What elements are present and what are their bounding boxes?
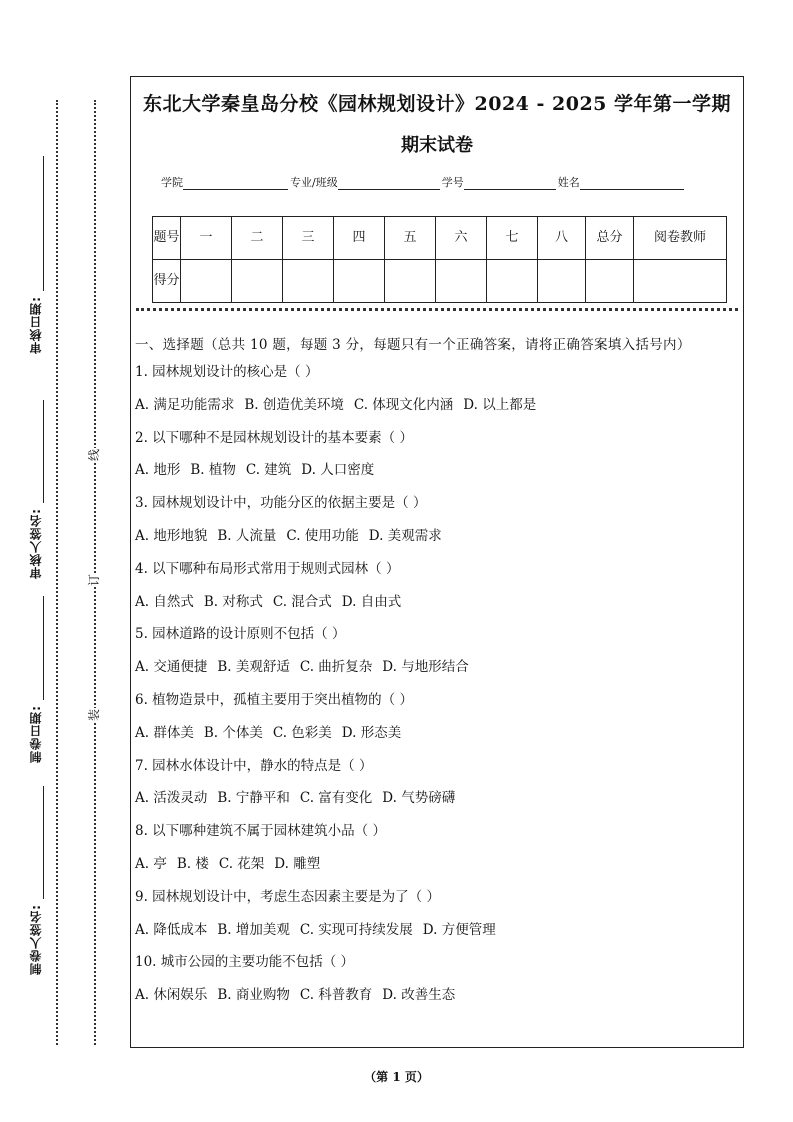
binding-mark-install: 装 [86,708,101,722]
option-c: C. 混合式 [272,593,332,610]
reviewer-sign-line [43,400,44,503]
question-stem: 1. 园林规划设计的核心是（ ） [135,364,319,380]
option-d: D. 气势磅礴 [382,790,456,807]
dotted-separator [136,308,738,311]
reviewer-date-label: 审核日期: [29,296,43,354]
score-cell-6[interactable] [436,260,487,303]
question-options [135,914,739,947]
option-a: A. 地形地貌 [135,527,208,544]
option-d: D. 自由式 [341,593,402,610]
score-cell-4[interactable] [334,260,385,303]
option-a: A. 满足功能需求 [135,396,235,413]
maker-sign-line [43,786,44,899]
score-cell-total[interactable] [586,260,634,303]
score-col-6: 六 [436,217,487,260]
score-col-7: 七 [487,217,538,260]
college-label: 学院 [161,176,183,189]
option-d: D. 方便管理 [422,921,496,938]
exam-title: 东北大学秦皇岛分校《园林规划设计》2024 - 2025 学年第一学期 [143,93,731,115]
option-b: B. 增加美观 [217,921,290,938]
option-c: C. 科普教育 [299,987,373,1004]
binding-dotted-line-outer [56,100,58,1045]
exam-subtitle: 期末试卷 [401,135,473,156]
section-heading: 一、选择题（总共 10 题，每题 3 分，每题只有一个正确答案，请将正确答案填入括号内） [135,337,691,353]
name-label: 姓名 [557,176,580,189]
option-b: B. 楼 [176,855,209,872]
score-col-8: 八 [538,217,586,260]
question-stem: 2. 以下哪种不是园林规划设计的基本要素（ ） [135,429,413,446]
question-stem: 4. 以下哪种布局形式常用于规则式园林（ ） [135,560,400,577]
option-b: B. 植物 [190,462,236,479]
score-header-label: 题号 [153,217,181,260]
question-options [135,520,739,553]
question-options [135,979,739,1012]
option-b: B. 宁静平和 [217,790,290,807]
major-label: 专业/班级 [290,176,338,189]
score-table-score-row [153,260,727,303]
option-a: A. 活泼灵动 [135,790,208,807]
question-stem: 10. 城市公园的主要功能不包括（ ） [135,954,355,971]
question-stem: 9. 园林规划设计中，考虑生态因素主要是为了（ ） [135,888,440,905]
score-cell-7[interactable] [487,260,538,303]
score-col-1: 一 [181,217,232,260]
option-d: D. 人口密度 [301,462,375,479]
option-b: B. 个体美 [203,724,263,741]
option-a: A. 地形 [135,462,181,479]
option-a: A. 休闲娱乐 [135,987,208,1004]
score-col-grader: 阅卷教师 [634,217,727,260]
option-d: D. 美观需求 [368,527,442,544]
score-cell-8[interactable] [538,260,586,303]
maker-date-label: 制卷日期: [29,705,43,763]
reviewer-date-line [43,156,44,291]
option-b: B. 人流量 [217,527,277,544]
question-options [135,454,739,487]
option-a: A. 交通便捷 [135,659,208,676]
option-c: C. 使用功能 [286,527,359,544]
question-options [135,651,739,684]
score-row-label: 得分 [153,260,181,303]
question-options [135,848,739,881]
score-col-3: 三 [283,217,334,260]
question-stem: 6. 植物造景中，孤植主要用于突出植物的（ ） [135,691,413,708]
binding-mark-line: 线 [86,448,101,462]
score-cell-5[interactable] [385,260,436,303]
student-info-row [161,174,686,190]
option-c: C. 曲折复杂 [299,659,373,676]
exam-frame [130,76,744,1048]
option-d: D. 与地形结合 [382,659,469,676]
major-field[interactable] [338,177,440,190]
maker-sign-label: 制卷人签名: [29,904,43,975]
score-cell-3[interactable] [283,260,334,303]
question-stem: 5. 园林道路的设计原则不包括（ ） [135,626,346,643]
multiple-choice-section [135,334,739,1012]
option-a: A. 群体美 [135,724,194,741]
option-b: B. 商业购物 [217,987,290,1004]
page-number: （第 1 页） [364,1070,429,1084]
option-a: A. 自然式 [135,593,194,610]
college-field[interactable] [183,177,288,190]
score-col-4: 四 [334,217,385,260]
question-stem: 8. 以下哪种建筑不属于园林建筑小品（ ） [135,823,386,840]
option-c: C. 花架 [218,855,265,872]
option-d: D. 改善生态 [382,987,456,1004]
option-c: C. 体现文化内涵 [353,396,454,413]
score-cell-1[interactable] [181,260,232,303]
option-a: A. 亭 [135,855,167,872]
option-d: D. 雕塑 [274,855,321,872]
score-col-5: 五 [385,217,436,260]
maker-date-line [43,596,44,700]
score-table-header-row [153,217,727,260]
option-c: C. 色彩美 [272,724,332,741]
option-c: C. 实现可持续发展 [299,921,413,938]
score-col-total: 总分 [586,217,634,260]
student-id-label: 学号 [441,176,464,189]
option-b: B. 创造优美环境 [244,396,344,413]
question-list [135,356,739,1012]
binding-mark-bind: 订 [86,573,101,587]
question-stem: 3. 园林规划设计中，功能分区的依据主要是（ ） [135,495,427,512]
option-d: D. 以上都是 [463,396,537,413]
question-options [135,782,739,815]
option-b: B. 对称式 [203,593,263,610]
option-d: D. 形态美 [341,724,402,741]
student-id-field[interactable] [464,177,556,190]
reviewer-sign-label: 审核人签名: [29,508,43,579]
question-options [135,389,739,422]
score-table [152,216,727,303]
question-options [135,586,739,619]
question-stem: 7. 园林水体设计中，静水的特点是（ ） [135,757,373,774]
score-cell-grader[interactable] [634,260,727,303]
score-col-2: 二 [232,217,283,260]
option-c: C. 富有变化 [299,790,373,807]
option-c: C. 建筑 [245,462,292,479]
option-b: B. 美观舒适 [217,659,290,676]
score-cell-2[interactable] [232,260,283,303]
option-a: A. 降低成本 [135,921,208,938]
name-field[interactable] [580,177,684,190]
question-options [135,717,739,750]
